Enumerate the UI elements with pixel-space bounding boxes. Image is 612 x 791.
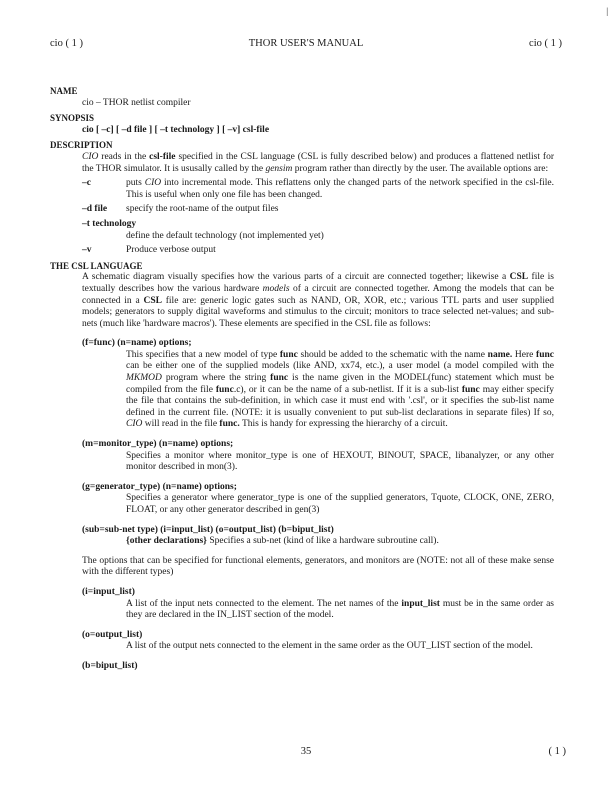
entry-output-list-desc: A list of the output nets connected to the element in the same order as the OUT_LIST section of the model.	[126, 641, 533, 652]
description-intro: CIO reads in the csl-file specified in the CSL language (CSL is fully described below) and produces a flattened netlist for the THOR simulator. It is ususally called by the gensim program rather than directly by the user. The available options are:	[82, 151, 554, 174]
csl-intro: A schematic diagram visually specifies how the various parts of a circuit are connected together; likewise a CSL file is textually describes how the various hardware models of a circuit are connected together. Among the models that can be connected in a CSL file are: generic logic gates such as NAND, OR, XOR, etc.; various TTL parts and user supplied models; generators to supply digital waveforms and stimulus to the circuit; monitors to trace selected net-values; and sub-nets (much like 'hardware macros'). These elements are specified in the CSL file as follows:	[82, 272, 554, 329]
header-right: cio ( 1 )	[529, 38, 562, 49]
option-t-desc: define the default technology (not implemented yet)	[126, 230, 324, 241]
option-d	[82, 204, 554, 216]
entry-subnet-label: (sub=sub-net type) (i=input_list) (o=output_list) (b=biput_list)	[82, 524, 334, 535]
header-left: cio ( 1 )	[50, 38, 83, 49]
options-note: The options that can be specified for functional elements, generators, and monitors are (NOTE: not all of these make sense with the different types)	[82, 555, 554, 578]
entry-func	[82, 338, 554, 431]
csl-file-bold: csl-file	[149, 151, 176, 162]
header-title: THOR USER'S MANUAL	[248, 38, 364, 49]
heading-csl-language: THE CSL LANGUAGE	[50, 260, 143, 271]
manual-body	[50, 86, 554, 673]
entry-func-label: (f=func) (n=name) options;	[82, 338, 192, 349]
entry-subnet	[82, 525, 554, 548]
entry-output-list-label: (o=output_list)	[82, 629, 143, 640]
entry-monitor	[82, 439, 554, 474]
footer-right: ( 1 )	[548, 746, 566, 757]
heading-description: DESCRIPTION	[50, 140, 113, 151]
heading-synopsis: SYNOPSIS	[50, 113, 95, 124]
entry-generator-desc: Specifies a generator where generator_type is one of the supplied generators, Tquote, CLOCK, ONE, ZERO, FLOAT, or any other generator described in gen(3)	[126, 493, 554, 515]
synopsis-text: cio [ –c] [ –d file ] [ –t technology ] [ –v] csl-file	[82, 124, 270, 135]
cio-italic: CIO	[82, 151, 99, 162]
entry-generator-label: (g=generator_type) (n=name) options;	[82, 481, 237, 492]
entry-input-list-label: (i=input_list)	[82, 586, 135, 597]
option-v-flag: –v	[82, 245, 92, 256]
option-v-desc: Produce verbose output	[126, 245, 216, 256]
entry-monitor-label: (m=monitor_type) (n=name) options;	[82, 439, 234, 450]
entry-output-list	[82, 630, 554, 653]
entry-monitor-desc: Specifies a monitor where monitor_type is one of HEXOUT, BINOUT, SPACE, libanalyzer, or any other monitor described in mon(3).	[126, 450, 554, 473]
entry-input-list	[82, 587, 554, 622]
option-d-flag: –d file	[82, 204, 108, 215]
entry-func-desc: This specifies that a new model of type func should be added to the schematic with the name name. Here func can be either one of the supplied models (like AND, xx74, etc.), a user model (a model compiled with the MKMOD program where the string func is the name given in the MODEL(func) statement which must be compiled from the file func.c), or it can be the name of a sub-netlist. If it is a sub-list func may either specify the file that contains the sub-definition, in which case it must end with '.csl', or it specifies the sub-list name defined in the current file. (NOTE: it is usually convenient to put sub-list declarations in separate files) If so, CIO will read in the file func. This is handy for expressing the hierarchy of a circuit.	[126, 349, 555, 430]
option-c	[82, 178, 554, 201]
option-v	[82, 245, 554, 257]
entry-subnet-desc: {other declarations} Specifies a sub-net (kind of like a hardware subroutine call).	[126, 536, 439, 547]
corner-mark: |	[606, 6, 608, 16]
entry-generator	[82, 482, 554, 517]
page-number: 35	[300, 746, 312, 757]
entry-input-list-desc: A list of the input nets connected to the element. The net names of the input_list must be in the same order as they are declared in the IN_LIST section of the model.	[126, 598, 554, 621]
option-t	[82, 219, 554, 242]
heading-name: NAME	[50, 86, 78, 96]
option-d-desc: specify the root-name of the output files	[126, 204, 279, 215]
option-t-flag: –t technology	[82, 218, 137, 229]
option-c-desc: puts CIO into incremental mode. This reflattens only the changed parts of the network specified in the csl-file. This is useful when only one file has been changed.	[126, 178, 555, 200]
option-c-flag: –c	[82, 178, 91, 189]
gensim-italic: gensim	[265, 163, 293, 174]
entry-biput-list	[82, 661, 554, 673]
name-text: cio – THOR netlist compiler	[82, 97, 191, 108]
entry-biput-list-label: (b=biput_list)	[82, 660, 138, 671]
